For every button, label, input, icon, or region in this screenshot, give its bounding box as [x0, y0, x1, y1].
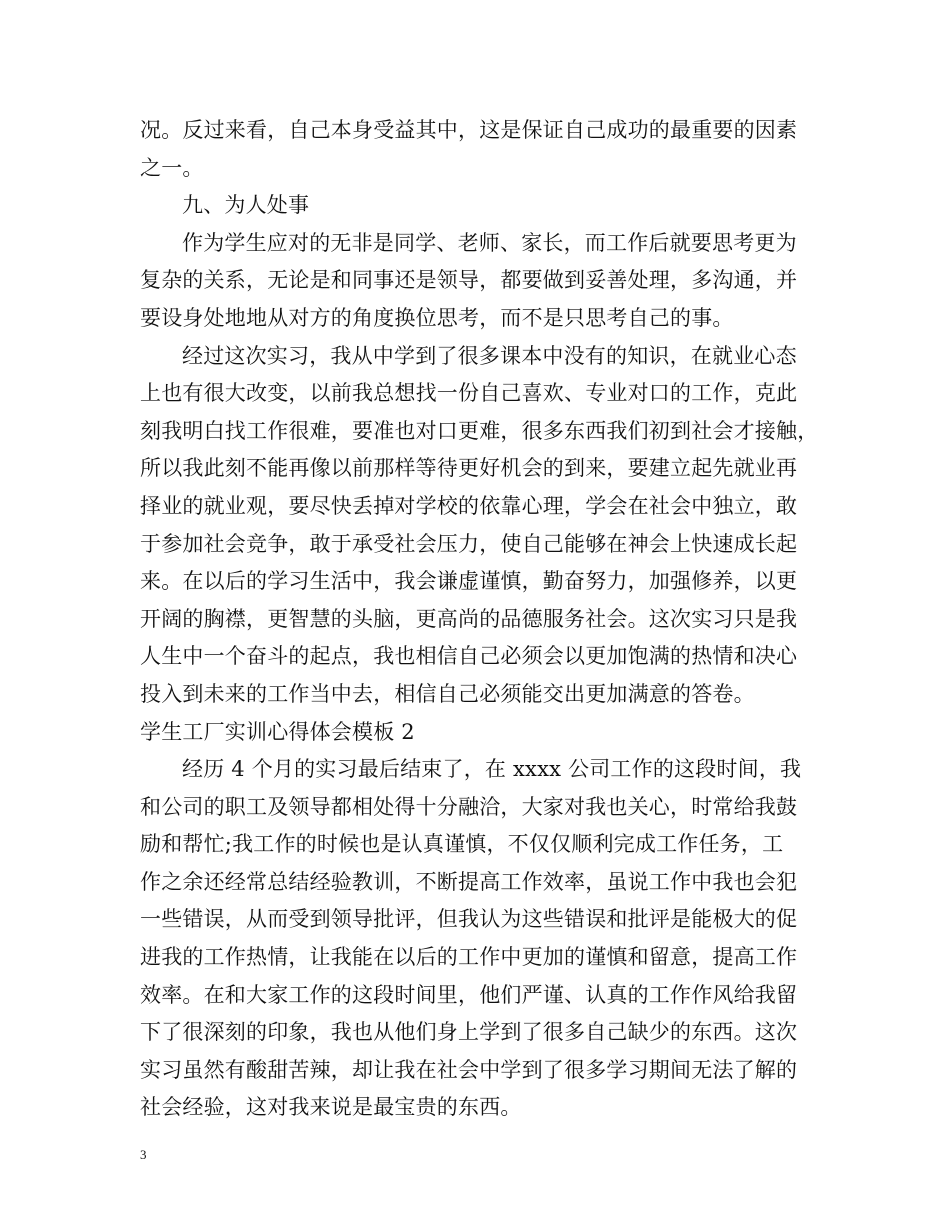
body-line: 刻我明白找工作很难，要准也对口更难，很多东西我们初到社会才接触，: [140, 418, 819, 443]
body-line: 作之余还经常总结经验教训，不断提高工作效率，虽说工作中我也会犯: [140, 869, 798, 894]
body-line: 所以我此刻不能再像以前那样等待更好机会的到来，要建立起先就业再: [140, 456, 798, 481]
body-line: 励和帮忙;我工作的时候也是认真谨慎，不仅仅顺利完成工作任务，工: [140, 832, 784, 857]
body-line: 复杂的关系，无论是和同事还是领导，都要做到妥善处理，多沟通，并: [140, 268, 798, 293]
body-line: 要设身处地地从对方的角度换位思考，而不是只思考自己的事。: [140, 305, 734, 330]
body-line: 经过这次实习，我从中学到了很多课本中没有的知识，在就业心态: [182, 343, 797, 368]
body-line: 实习虽然有酸甜苦辣，却让我在社会中学到了很多学习期间无法了解的: [140, 1057, 798, 1082]
section-heading: 九、为人处事: [182, 193, 310, 218]
body-line: 下了很深刻的印象，我也从他们身上学到了很多自己缺少的东西。这次: [140, 1020, 798, 1045]
body-line: 投入到未来的工作当中去，相信自己必须能交出更加满意的答卷。: [140, 681, 755, 706]
body-line: 和公司的职工及领导都相处得十分融洽，大家对我也关心，时常给我鼓: [140, 794, 798, 819]
body-line: 人生中一个奋斗的起点，我也相信自己必须会以更加饱满的热情和决心: [140, 644, 798, 669]
body-line: 况。反过来看，自己本身受益其中，这是保证自己成功的最重要的因素: [140, 118, 798, 142]
body-line: 作为学生应对的无非是同学、老师、家长，而工作后就要思考更为: [182, 230, 797, 255]
body-line: 择业的就业观，要尽快丢掉对学校的依靠心理，学会在社会中独立，敢: [140, 493, 798, 518]
body-line: 开阔的胸襟，更智慧的头脑，更高尚的品德服务社会。这次实习只是我: [140, 606, 798, 631]
body-line: 社会经验，这对我来说是最宝贵的东西。: [140, 1095, 522, 1120]
body-line: 上也有很大改变，以前我总想找一份自己喜欢、专业对口的工作，克此: [140, 381, 798, 406]
body-line: 之一。: [140, 155, 204, 180]
body-line: 一些错误，从而受到领导批评，但我认为这些错误和批评是能极大的促: [140, 907, 798, 932]
document-body: [140, 112, 819, 1127]
body-line: 经历 4 个月的实习最后结束了，在 xxxx 公司工作的这段时间，我: [182, 757, 802, 782]
page-number: 3: [140, 1147, 147, 1162]
body-line: 来。在以后的学习生活中，我会谦虚谨慎，勤奋努力，加强修养，以更: [140, 569, 798, 594]
body-line: 效率。在和大家工作的这段时间里，他们严谨、认真的工作作风给我留: [140, 982, 798, 1007]
body-line: 进我的工作热情，让我能在以后的工作中更加的谨慎和留意，提高工作: [140, 945, 798, 970]
document-heading: 学生工厂实训心得体会模板 2: [140, 719, 415, 744]
body-line: 于参加社会竞争，敢于承受社会压力，使自己能够在神会上快速成长起: [140, 531, 798, 556]
